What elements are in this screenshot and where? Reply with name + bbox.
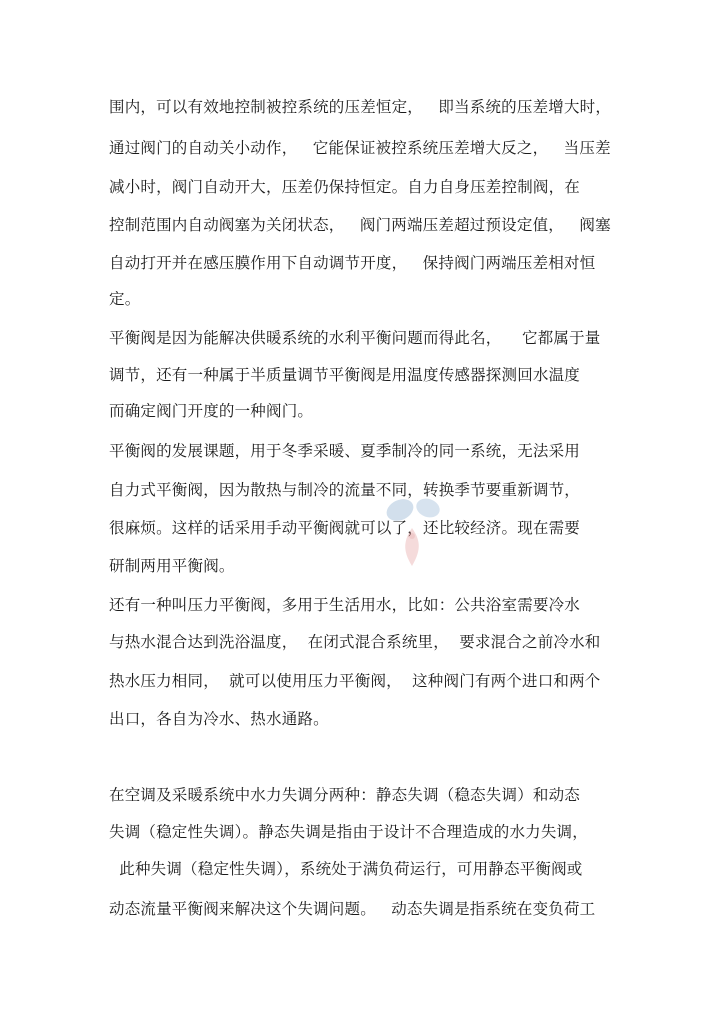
text-line: 与热水混合达到洗浴温度， 在闭式混合系统里， 要求混合之前冷水和	[109, 633, 601, 651]
text-line: 出口，各自为冷水、热水通路。	[109, 710, 329, 728]
text-line: 很麻烦。这样的话采用手动平衡阀就可以了，还比较经济。现在需要	[109, 519, 581, 537]
text-line: 定。	[109, 290, 141, 308]
watermark-logo-icon	[372, 488, 452, 578]
text-line: 研制两用平衡阀。	[109, 557, 235, 575]
text-line: 控制范围内自动阀塞为关闭状态， 阀门两端压差超过预设定值， 阀塞	[109, 216, 611, 234]
text-line: 通过阀门的自动关小动作， 它能保证被控系统压差增大反之， 当压差	[109, 139, 611, 157]
text-line: 而确定阀门开度的一种阀门。	[109, 402, 314, 420]
text-line: 自动打开并在感压膜作用下自动调节开度， 保持阀门两端压差相对恒	[109, 254, 596, 272]
text-line: 还有一种叫压力平衡阀，多用于生活用水，比如：公共浴室需要冷水	[109, 596, 581, 614]
text-line: 调节，还有一种属于半质量调节平衡阀是用温度传感器探测回水温度	[109, 366, 581, 384]
text-line: 自力式平衡阀，因为散热与制冷的流量不同，转换季节要重新调节，	[109, 481, 581, 499]
text-line: 此种失调（稳定性失调），系统处于满负荷运行，可用静态平衡阀或	[109, 860, 583, 878]
text-line: 失调（稳定性失调）。静态失调是指由于设计不合理造成的水力失调，	[109, 823, 588, 841]
text-line: 平衡阀是因为能解决供暖系统的水利平衡问题而得此名， 它都属于量	[109, 329, 601, 347]
text-line: 动态流量平衡阀来解决这个失调问题。 动态失调是指系统在变负荷工	[109, 900, 596, 918]
text-line: 减小时，阀门自动开大，压差仍保持恒定。自力自身压差控制阀，在	[109, 178, 581, 196]
text-line: 平衡阀的发展课题，用于冬季采暖、夏季制冷的同一系统，无法采用	[109, 442, 581, 460]
text-line: 围内，可以有效地控制被控系统的压差恒定， 即当系统的压差增大时，	[109, 98, 612, 116]
text-line: 在空调及采暖系统中水力失调分两种：静态失调（稳态失调）和动态	[109, 786, 581, 804]
text-line: 热水压力相同， 就可以使用压力平衡阀， 这种阀门有两个进口和两个	[109, 672, 601, 690]
